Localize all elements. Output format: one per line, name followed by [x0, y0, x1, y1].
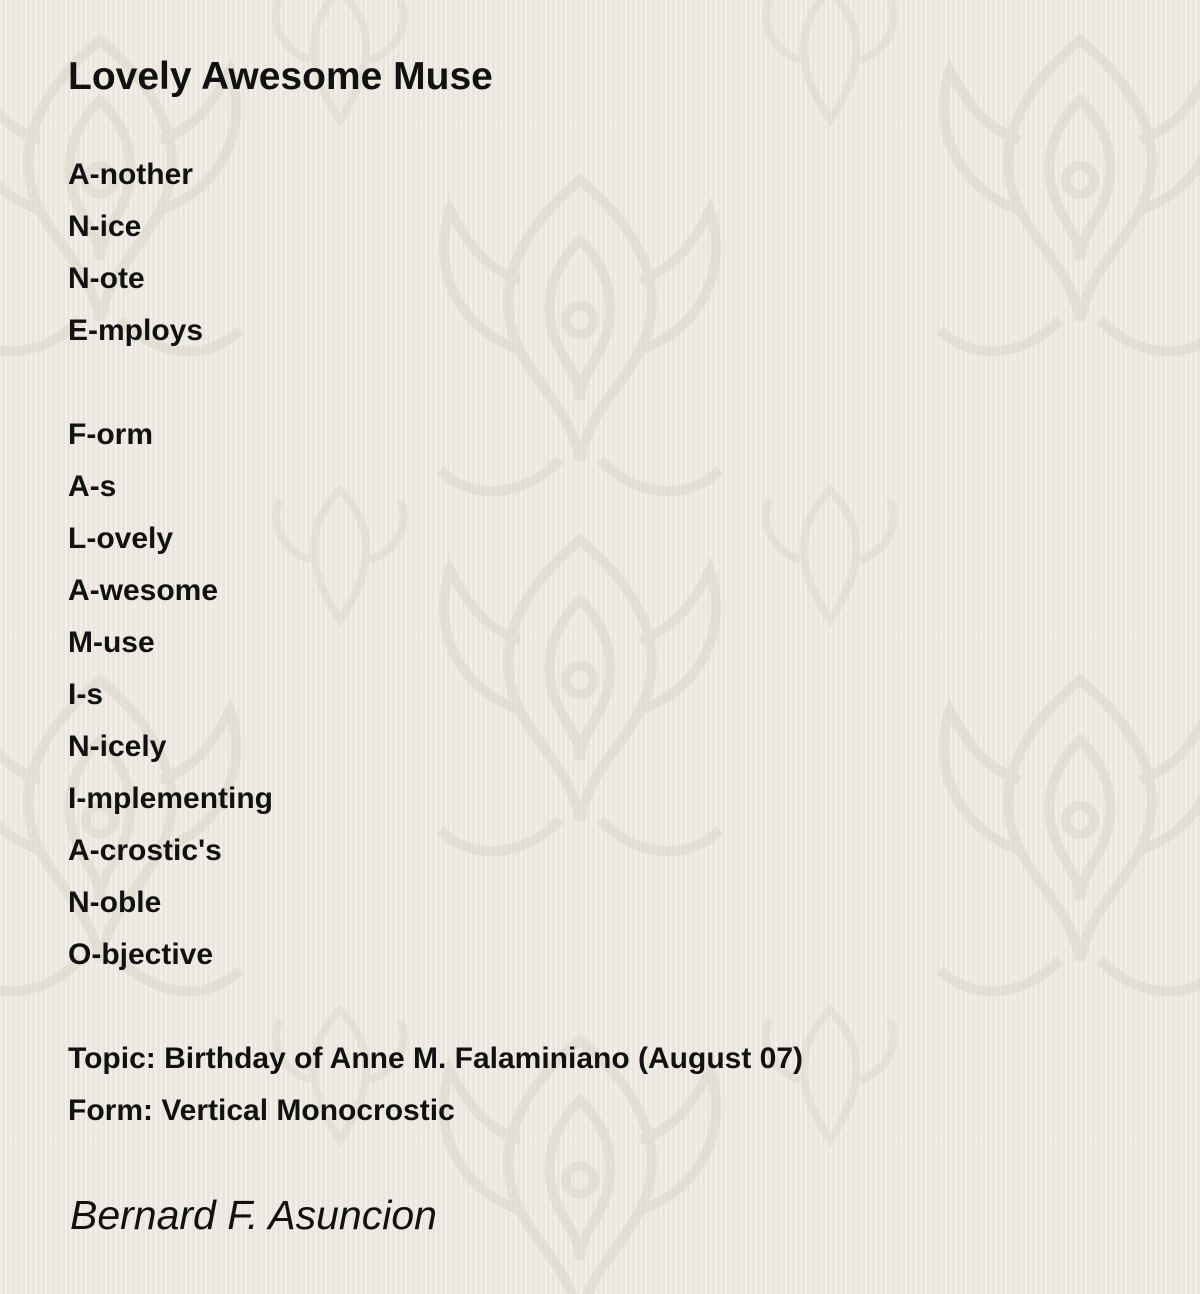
poem-line: N-ote — [68, 262, 145, 295]
poem-line: A-nother — [68, 158, 193, 191]
poem-line: E-mploys — [68, 314, 204, 347]
poem-topic: Topic: Birthday of Anne M. Falaminiano (August 07) — [68, 1042, 804, 1075]
poem-line: A-wesome — [68, 574, 219, 607]
poem-line: I-mplementing — [68, 782, 274, 815]
poem-line: N-ice — [68, 210, 142, 243]
poem-line: O-bjective — [68, 938, 214, 971]
poem-notes — [68, 1033, 803, 1137]
stanza-1 — [68, 149, 203, 357]
poem-title: Lovely Awesome Muse — [68, 55, 493, 98]
stanza-2 — [68, 409, 273, 981]
poem-line: L-ovely — [68, 522, 174, 555]
poem-line: N-icely — [68, 730, 167, 763]
poem-form: Form: Vertical Monocrostic — [68, 1094, 455, 1127]
poem-author: Bernard F. Asuncion — [70, 1192, 437, 1238]
poem-line: M-use — [68, 626, 155, 659]
poem-line: I-s — [68, 678, 104, 711]
poem-line: A-s — [68, 470, 117, 503]
poem-line: F-orm — [68, 418, 153, 451]
poem-line: A-crostic's — [68, 834, 222, 867]
poem-line: N-oble — [68, 886, 162, 919]
